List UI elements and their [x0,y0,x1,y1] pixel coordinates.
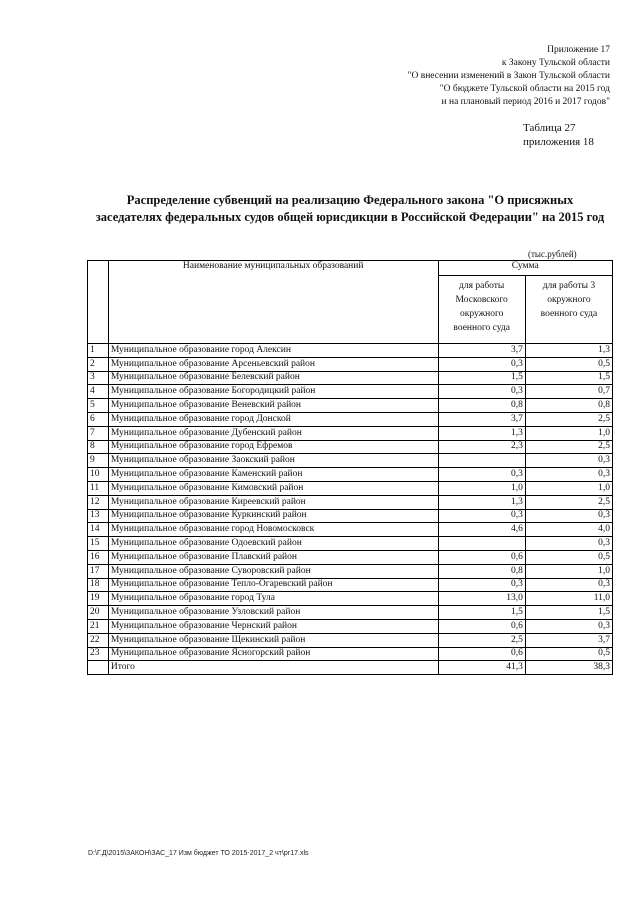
table-row [88,564,613,578]
amount-moscow-court: 0,3 [438,385,525,399]
header-third-court: для работы 3 окружного военного суда [525,276,612,344]
table-row [88,523,613,537]
row-number: 1 [88,344,109,358]
row-number: 12 [88,495,109,509]
row-number: 20 [88,606,109,620]
municipality-name: Муниципальное образование город Алексин [108,344,438,358]
table-row [88,481,613,495]
municipality-name: Муниципальное образование Дубенский район [108,426,438,440]
row-number: 11 [88,481,109,495]
table-row [88,647,613,661]
row-number: 23 [88,647,109,661]
amount-moscow-court: 0,8 [438,564,525,578]
amount-third-court: 0,7 [525,385,612,399]
municipality-name: Муниципальное образование Чернский район [108,619,438,633]
total-row [88,661,613,675]
amount-moscow-court: 0,3 [438,357,525,371]
table-row [88,468,613,482]
table-row [88,357,613,371]
municipality-name: Муниципальное образование Каменский район [108,468,438,482]
appendix-line: "О внесении изменений в Закон Тульской области [407,71,610,81]
table-row [88,412,613,426]
amount-moscow-court: 0,3 [438,509,525,523]
amount-moscow-court: 0,8 [438,399,525,413]
table-ref-line: приложения 18 [523,136,594,148]
row-number: 5 [88,399,109,413]
row-number: 9 [88,454,109,468]
municipality-name: Итого [108,661,438,675]
amount-moscow-court [438,537,525,551]
table-row [88,426,613,440]
row-number: 16 [88,550,109,564]
amount-third-court: 0,5 [525,357,612,371]
municipality-name: Муниципальное образование Заокский район [108,454,438,468]
subvention-table [87,260,613,675]
appendix-line: к Закону Тульской области [501,58,610,68]
amount-moscow-court: 4,6 [438,523,525,537]
municipality-name: Муниципальное образование Одоевский район [108,537,438,551]
units-label: (тыс.рублей) [528,249,577,259]
row-number: 14 [88,523,109,537]
municipality-name: Муниципальное образование Арсеньевский район [108,357,438,371]
amount-third-court: 1,3 [525,344,612,358]
municipality-name: Муниципальное образование город Тула [108,592,438,606]
row-number: 18 [88,578,109,592]
row-number: 6 [88,412,109,426]
amount-third-court: 0,3 [525,468,612,482]
municipality-name: Муниципальное образование Ясногорский район [108,647,438,661]
row-number: 13 [88,509,109,523]
table-ref-line: Таблица 27 [523,122,576,134]
table-row [88,371,613,385]
table-body [88,344,613,675]
table-row [88,495,613,509]
amount-third-court: 1,0 [525,426,612,440]
table-row [88,550,613,564]
row-number: 4 [88,385,109,399]
header-sum: Сумма [438,261,612,276]
amount-third-court: 0,8 [525,399,612,413]
amount-third-court: 0,3 [525,509,612,523]
municipality-name: Муниципальное образование город Ефремов [108,440,438,454]
amount-third-court: 11,0 [525,592,612,606]
municipality-name: Муниципальное образование Куркинский район [108,509,438,523]
municipality-name: Муниципальное образование город Донской [108,412,438,426]
amount-moscow-court: 1,0 [438,481,525,495]
amount-third-court: 1,0 [525,481,612,495]
municipality-name: Муниципальное образование Узловский район [108,606,438,620]
amount-moscow-court: 1,3 [438,426,525,440]
header-number [88,261,109,344]
amount-third-court: 0,3 [525,537,612,551]
amount-moscow-court: 0,6 [438,647,525,661]
table-reference [523,121,594,149]
amount-moscow-court: 3,7 [438,412,525,426]
amount-third-court: 2,5 [525,412,612,426]
title-line: Распределение субвенций на реализацию Федерального закона "О присяжных [126,193,574,207]
amount-third-court: 3,7 [525,633,612,647]
row-number: 10 [88,468,109,482]
amount-moscow-court: 0,3 [438,468,525,482]
amount-third-court: 0,3 [525,619,612,633]
municipality-name: Муниципальное образование Богородицкий район [108,385,438,399]
amount-moscow-court: 41,3 [438,661,525,675]
row-number: 22 [88,633,109,647]
file-path-footer: D:\Г.Д\2015\ЗАКОН\ЗАС_17 Изм бюджет ТО 2015-2017_2 чт\рг17.xls [88,850,309,857]
amount-third-court: 0,5 [525,550,612,564]
amount-third-court: 1,5 [525,606,612,620]
table-row [88,440,613,454]
amount-third-court: 0,3 [525,454,612,468]
title-line: заседателях федеральных судов общей юрисдикции в Российской Федерации" на 2015 год [95,210,605,224]
table-row [88,509,613,523]
row-number: 2 [88,357,109,371]
appendix-line: "О бюджете Тульской области на 2015 год [439,84,610,94]
amount-third-court: 1,5 [525,371,612,385]
table-row [88,344,613,358]
amount-moscow-court: 0,6 [438,550,525,564]
municipality-name: Муниципальное образование Веневский район [108,399,438,413]
appendix-header [310,44,610,109]
municipality-name: Муниципальное образование Киреевский район [108,495,438,509]
municipality-name: Муниципальное образование Суворовский район [108,564,438,578]
amount-third-court: 2,5 [525,495,612,509]
row-number [88,661,109,675]
amount-moscow-court: 3,7 [438,344,525,358]
amount-moscow-court: 1,3 [438,495,525,509]
appendix-line: Приложение 17 [547,45,610,55]
table-row [88,592,613,606]
amount-moscow-court: 1,5 [438,371,525,385]
row-number: 7 [88,426,109,440]
amount-third-court: 0,5 [525,647,612,661]
amount-moscow-court: 1,5 [438,606,525,620]
row-number: 19 [88,592,109,606]
row-number: 17 [88,564,109,578]
row-number: 8 [88,440,109,454]
amount-moscow-court: 2,5 [438,633,525,647]
amount-third-court: 38,3 [525,661,612,675]
document-title [90,192,610,226]
row-number: 21 [88,619,109,633]
table-row [88,578,613,592]
municipality-name: Муниципальное образование Тепло-Огаревский район [108,578,438,592]
appendix-line: и на плановый период 2016 и 2017 годов" [441,97,610,107]
table-row [88,633,613,647]
amount-moscow-court: 0,3 [438,578,525,592]
table-row [88,606,613,620]
municipality-name: Муниципальное образование Кимовский район [108,481,438,495]
header-moscow-court: для работы Московского окружного военного суда [438,276,525,344]
amount-moscow-court: 13,0 [438,592,525,606]
row-number: 3 [88,371,109,385]
table-row [88,385,613,399]
table-row [88,399,613,413]
header-name: Наименование муниципальных образований [108,261,438,344]
municipality-name: Муниципальное образование Плавский район [108,550,438,564]
amount-third-court: 0,3 [525,578,612,592]
amount-third-court: 4,0 [525,523,612,537]
table-row [88,454,613,468]
amount-third-court: 1,0 [525,564,612,578]
amount-moscow-court: 2,3 [438,440,525,454]
table-row [88,619,613,633]
table-row [88,537,613,551]
municipality-name: Муниципальное образование Белевский район [108,371,438,385]
municipality-name: Муниципальное образование Щекинский район [108,633,438,647]
amount-moscow-court: 0,6 [438,619,525,633]
row-number: 15 [88,537,109,551]
amount-moscow-court [438,454,525,468]
municipality-name: Муниципальное образование город Новомосковск [108,523,438,537]
amount-third-court: 2,5 [525,440,612,454]
